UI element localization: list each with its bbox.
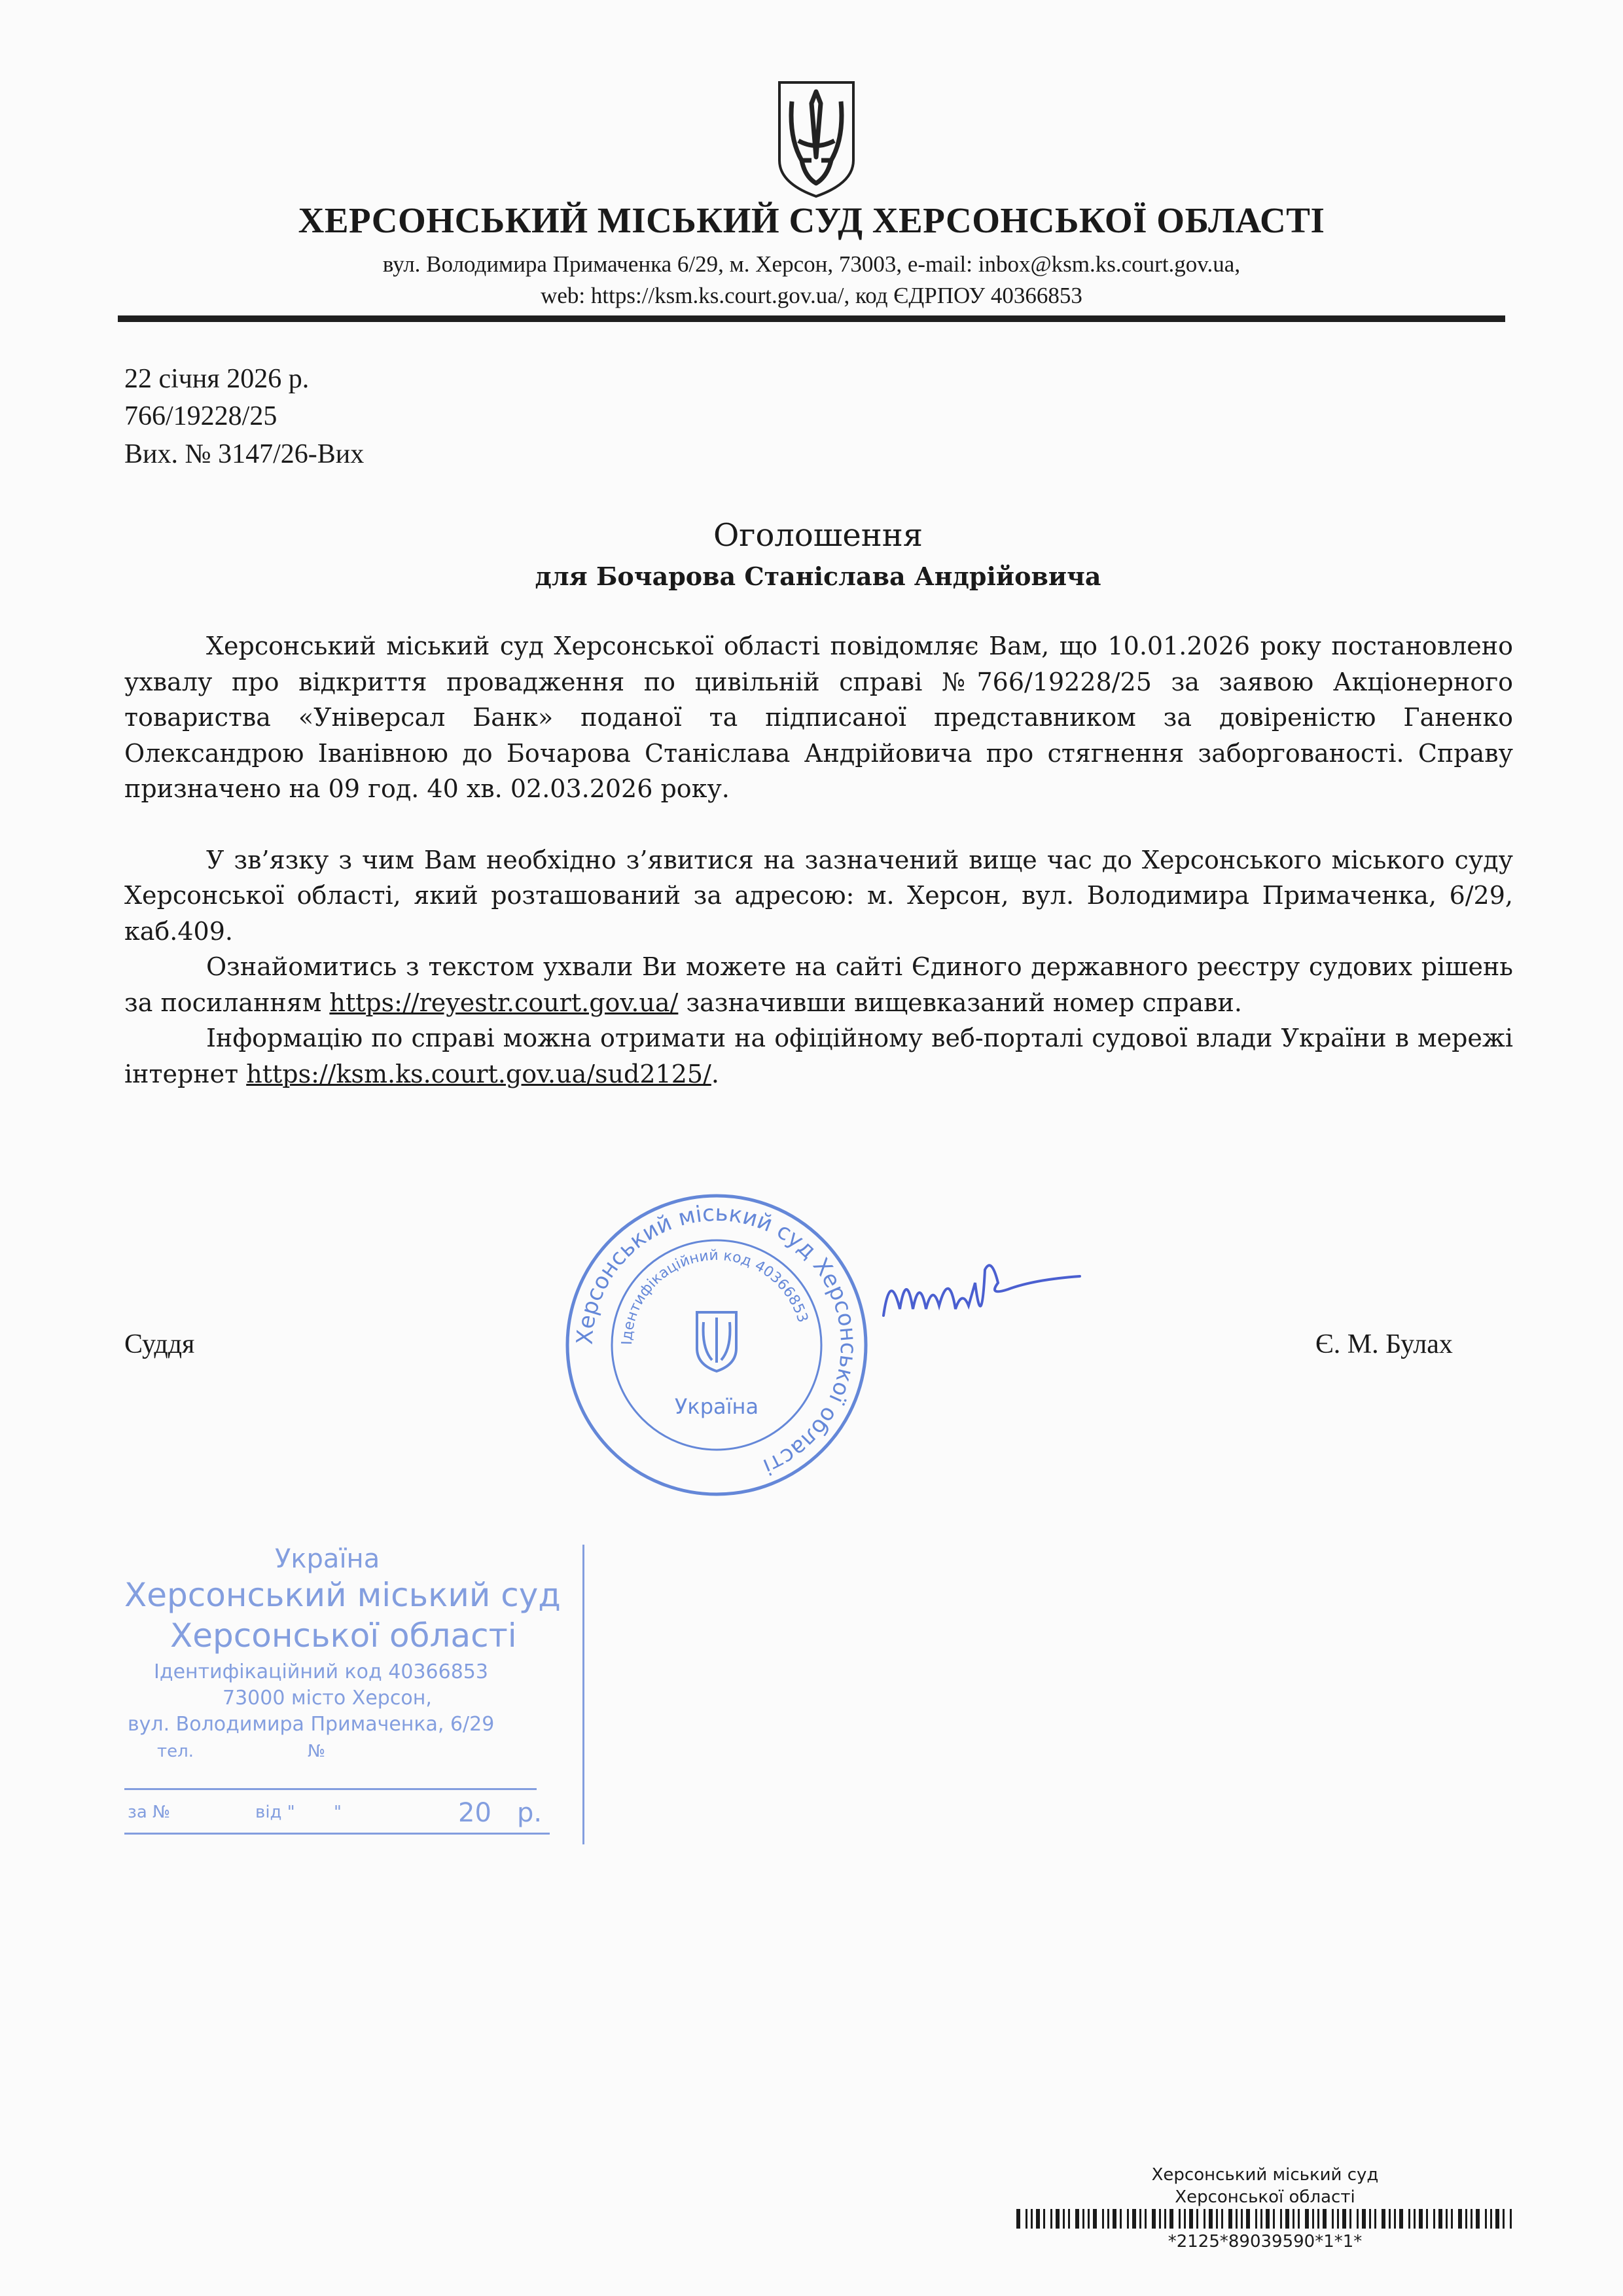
- barcode-bar: [1241, 2209, 1243, 2229]
- barcode-bar: [1317, 2209, 1319, 2229]
- barcode-bar: [1196, 2209, 1198, 2229]
- barcode-bar: [1120, 2209, 1122, 2229]
- barcode-bar: [1036, 2209, 1040, 2229]
- barcode-bar: [1312, 2209, 1314, 2229]
- barcode-bar: [1043, 2209, 1045, 2229]
- barcode-bar: [1510, 2209, 1512, 2229]
- text: Ознайомитись з текстом ухвали Ви можете на сайті Єдиного державного реєстру судових рішень за посиланням: [124, 952, 1513, 1017]
- barcode-bar: [1399, 2209, 1403, 2229]
- barcode-bar: [1063, 2209, 1065, 2229]
- barcode-bar: [1389, 2209, 1391, 2229]
- barcode-bar: [1332, 2209, 1334, 2229]
- stamp-line: тел.: [157, 1742, 194, 1761]
- stamp-line: ": [334, 1803, 342, 1822]
- barcode: [1016, 2209, 1514, 2229]
- barcode-bar: [1246, 2209, 1250, 2229]
- barcode-bar: [1451, 2209, 1453, 2229]
- barcode-bar: [1357, 2209, 1359, 2229]
- barcode-bar: [1419, 2209, 1423, 2229]
- notice-addressee: для Бочарова Станіслава Андрійовича: [535, 562, 1101, 591]
- stamp-line: Херсонський міський суд: [124, 1576, 561, 1614]
- barcode-bar: [1374, 2209, 1376, 2229]
- barcode-bar: [1056, 2209, 1060, 2229]
- stamp-line: Ідентифікаційний код 40366853: [154, 1660, 488, 1683]
- barcode-bar: [1260, 2209, 1262, 2229]
- stamp-line: від ": [255, 1803, 295, 1822]
- barcode-bar: [1273, 2209, 1275, 2229]
- barcode-bar: [1164, 2209, 1166, 2229]
- barcode-bar: [1107, 2209, 1109, 2229]
- case-number: 766/19228/25: [124, 401, 277, 431]
- seal-inner-text: Ідентифікаційний код 40366853: [618, 1247, 812, 1346]
- barcode-bar: [1152, 2209, 1156, 2229]
- barcode-bar: [1342, 2209, 1346, 2229]
- outgoing-number: Вих. № 3147/26-Вих: [124, 439, 365, 469]
- barcode-bar: [1145, 2209, 1147, 2229]
- barcode-bar: [1490, 2209, 1492, 2229]
- barcode-bar: [1337, 2209, 1339, 2229]
- trident-emblem-icon: [776, 79, 857, 200]
- barcode-bar: [1426, 2209, 1428, 2229]
- barcode-bar: [1204, 2209, 1205, 2229]
- barcode-bar: [1068, 2209, 1070, 2229]
- stamp-line: №: [308, 1742, 326, 1761]
- barcode-bar: [1127, 2209, 1129, 2229]
- barcode-bar: [1458, 2209, 1462, 2229]
- judge-role: Суддя: [124, 1329, 195, 1359]
- notice-paragraph: [124, 949, 1513, 1020]
- barcode-bar: [1082, 2209, 1084, 2229]
- barcode-bar: [1026, 2209, 1027, 2229]
- barcode-bar: [1031, 2209, 1033, 2229]
- barcode-bar: [1266, 2209, 1270, 2229]
- barcode-bar: [1255, 2209, 1257, 2229]
- text: .: [711, 1059, 719, 1088]
- court-web-and-code: web: https://ksm.ks.court.gov.ua/, код ЄДРПОУ 40366853: [541, 283, 1082, 308]
- text: зазначивши вищевказаний номер справи.: [678, 988, 1242, 1017]
- barcode-bar: [1228, 2209, 1232, 2229]
- notice-title: Оголошення: [713, 517, 923, 554]
- judge-signature: [877, 1244, 1086, 1342]
- notice-paragraph: [124, 1020, 1513, 1092]
- barcode-bar: [1088, 2209, 1090, 2229]
- barcode-bar: [1280, 2209, 1282, 2229]
- notice-paragraph: Херсонський міський суд Херсонської області повідомляє Вам, що 10.01.2026 року постановлено ухвалу про відкриття провадження по цивільній справі №766/19228/25 за заявою Акціонерного товариства «Універсал Банк» поданої та підписаної представником за довіреністю Ганенко Олександрою Іванівною до Бочарова Станіслава Андрійовича про стягнення заборгованості. Справу призначено на 09 год. 40 хв. 02.03.2026 року.: [124, 632, 1513, 803]
- barcode-bar: [1369, 2209, 1371, 2229]
- barcode-bar: [1102, 2209, 1104, 2229]
- barcode-bar: [1016, 2209, 1020, 2229]
- footer-court-line2: Херсонської області: [1175, 2187, 1355, 2207]
- round-court-seal: [563, 1191, 870, 1499]
- barcode-bar: [1216, 2209, 1218, 2229]
- registration-stamp: [124, 1545, 569, 1844]
- barcode-bar: [1362, 2209, 1366, 2229]
- barcode-bar: [1495, 2209, 1499, 2229]
- barcode-bar: [1298, 2209, 1300, 2229]
- registry-link[interactable]: https://reyestr.court.gov.ua/: [329, 988, 679, 1017]
- barcode-bar: [1408, 2209, 1410, 2229]
- stamp-line: 73000 місто Херсон,: [223, 1687, 432, 1710]
- barcode-bar: [1221, 2209, 1223, 2229]
- barcode-bar: [1285, 2209, 1289, 2229]
- barcode-bar: [1382, 2209, 1385, 2229]
- stamp-line: вул. Володимира Примаченка, 6/29: [128, 1713, 495, 1736]
- document-date: 22 січня 2026 р.: [124, 364, 310, 394]
- seal-outer-text: Херсонський міський суд Херсонської області: [571, 1200, 862, 1480]
- header-divider: [118, 315, 1505, 322]
- barcode-bar: [1465, 2209, 1467, 2229]
- court-portal-link[interactable]: https://ksm.ks.court.gov.ua/sud2125/: [246, 1059, 711, 1088]
- barcode-bar: [1189, 2209, 1193, 2229]
- footer-court-line1: Херсонський міський суд: [1151, 2165, 1379, 2185]
- stamp-line: р.: [517, 1798, 543, 1828]
- notice-body: [124, 628, 1513, 1092]
- barcode-bar: [1305, 2209, 1309, 2229]
- stamp-line: за №: [128, 1803, 171, 1822]
- barcode-bar: [1159, 2209, 1161, 2229]
- barcode-bar: [1132, 2209, 1136, 2229]
- barcode-bar: [1414, 2209, 1416, 2229]
- barcode-bar: [1476, 2209, 1480, 2229]
- stamp-line: Україна: [275, 1544, 380, 1574]
- text: Інформацію по справі можна отримати на офіційному веб-порталі судової влади України в мережі інтернет: [124, 1024, 1513, 1088]
- barcode-bar: [1050, 2209, 1052, 2229]
- barcode-bar: [1184, 2209, 1186, 2229]
- barcode-bar: [1394, 2209, 1396, 2229]
- barcode-bar: [1169, 2209, 1173, 2229]
- stamp-line: 20: [458, 1798, 491, 1828]
- barcode-bar: [1209, 2209, 1213, 2229]
- barcode-bar: [1471, 2209, 1472, 2229]
- barcode-bar: [1113, 2209, 1116, 2229]
- barcode-bar: [1446, 2209, 1448, 2229]
- barcode-bar: [1179, 2209, 1181, 2229]
- court-name-heading: ХЕРСОНСЬКИЙ МІСЬКИЙ СУД ХЕРСОНСЬКОЇ ОБЛАСТІ: [298, 200, 1325, 240]
- barcode-number: *2125*89039590*1*1*: [1168, 2232, 1363, 2251]
- barcode-bar: [1503, 2209, 1505, 2229]
- barcode-bar: [1075, 2209, 1079, 2229]
- barcode-bar: [1433, 2209, 1435, 2229]
- stamp-line: Херсонської області: [170, 1617, 517, 1655]
- notice-paragraph: У зв’язку з чим Вам необхідно з’явитися на зазначений вище час до Херсонського міського суду Херсонської області, який розташований за адресою: м. Херсон, вул. Володимира Примаченка, 6/29, каб.409.: [124, 845, 1513, 946]
- barcode-bar: [1293, 2209, 1294, 2229]
- barcode-bar: [1236, 2209, 1238, 2229]
- barcode-bar: [1349, 2209, 1351, 2229]
- barcode-bar: [1485, 2209, 1487, 2229]
- barcode-bar: [1323, 2209, 1327, 2229]
- barcode-bar: [1093, 2209, 1097, 2229]
- judge-name: Є. М. Булах: [1315, 1329, 1453, 1359]
- barcode-bar: [1139, 2209, 1141, 2229]
- barcode-bar: [1438, 2209, 1442, 2229]
- seal-bottom-text: Україна: [674, 1394, 759, 1419]
- court-address: вул. Володимира Примаченка 6/29, м. Херсон, 73003, e-mail: inbox@ksm.ks.court.gov.ua,: [382, 251, 1241, 277]
